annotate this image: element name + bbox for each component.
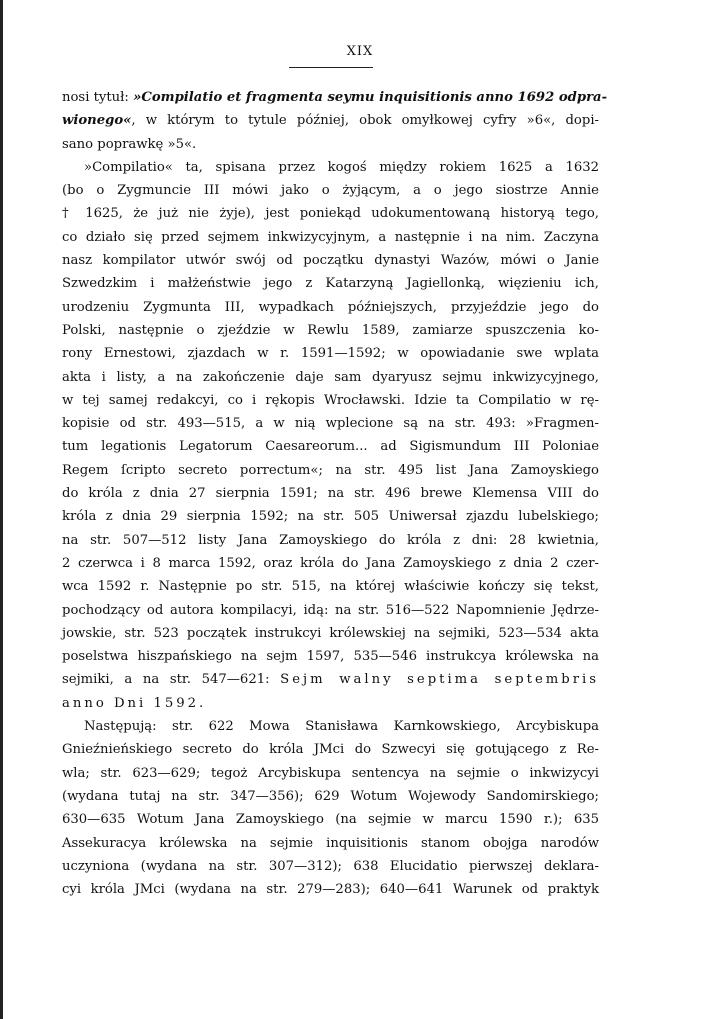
text-line bbox=[62, 808, 599, 831]
text-segment: rony Ernestowi, zjazdach w r. 1591—1592; w opowiadanie swe wplata bbox=[62, 346, 599, 362]
text-line bbox=[62, 832, 599, 855]
text-line bbox=[62, 319, 599, 342]
text-line bbox=[62, 552, 599, 575]
text-segment: nasz kompilator utwór swój od początku dynastyi Wazów, mówi o Janie bbox=[62, 253, 599, 269]
text-line bbox=[62, 133, 599, 156]
text-segment: Szwedzkim i małżeństwie jego z Katarzyną Jagiellonką, więzieniu ich, bbox=[62, 276, 599, 292]
text-line bbox=[62, 529, 599, 552]
text-line bbox=[62, 459, 599, 482]
text-line bbox=[62, 599, 599, 622]
text-segment: »Compilatio« ta, spisana przez kogoś między rokiem 1625 a 1632 bbox=[84, 159, 599, 175]
text-line bbox=[62, 179, 599, 202]
text-line bbox=[62, 575, 599, 598]
text-segment: w tej samej redakcyi, co i rękopis Wrocławski. Idzie ta Compilatio w rę- bbox=[62, 392, 599, 408]
text-segment: (wydana tutaj na str. 347—356); 629 Wotum Wojewody Sandomirskiego; bbox=[62, 788, 599, 804]
text-line bbox=[62, 366, 599, 389]
text-segment: 630—635 Wotum Jana Zamoyskiego (na sejmie w marcu 1590 r.); 635 bbox=[62, 812, 599, 828]
text-line bbox=[62, 342, 599, 365]
header-rule bbox=[289, 67, 373, 68]
text-line bbox=[62, 505, 599, 528]
text-line bbox=[62, 738, 599, 761]
text-segment: urodzeniu Zygmunta III, wypadkach późniejszych, przyjeździe jego do bbox=[62, 299, 599, 315]
text-segment: anno Dni 1592. bbox=[62, 695, 207, 711]
text-line bbox=[62, 86, 608, 109]
text-segment: Assekuracya królewska na sejmie inquisitionis stanom obojga narodów bbox=[62, 835, 599, 851]
text-line bbox=[62, 109, 599, 132]
text-line bbox=[62, 855, 599, 878]
text-segment: jowskie, str. 523 początek instrukcyi królewskiej na sejmiki, 523—534 akta bbox=[62, 625, 599, 641]
text-line bbox=[62, 692, 599, 715]
text-line bbox=[62, 249, 599, 272]
text-line bbox=[62, 389, 599, 412]
text-segment: Sejm walny septima septembris bbox=[280, 672, 599, 688]
text-line bbox=[62, 762, 599, 785]
text-line bbox=[62, 156, 599, 179]
text-segment: wla; str. 623—629; tegoż Arcybiskupa sentencya na sejmie o inkwizycyi bbox=[62, 765, 599, 781]
text-segment: do króla z dnia 27 sierpnia 1591; na str. 496 brewe Klemensa VIII do bbox=[62, 486, 599, 502]
text-segment: (bo o Zygmuncie III mówi jako o żyjącym, a o jego siostrze Annie bbox=[62, 183, 599, 199]
text-line bbox=[62, 226, 599, 249]
text-segment: cyi króla JMci (wydana na str. 279—283); 640—641 Warunek od praktyk bbox=[62, 882, 599, 898]
text-segment: wionego« bbox=[62, 113, 132, 129]
text-segment: króla z dnia 29 sierpnia 1592; na str. 505 Uniwersał zjazdu lubelskiego; bbox=[62, 509, 599, 525]
text-segment: sano poprawkę »5«. bbox=[62, 136, 197, 152]
text-line bbox=[62, 622, 599, 645]
scan-margin-edge bbox=[0, 0, 3, 1019]
text-line bbox=[62, 668, 599, 691]
text-segment: uczyniona (wydana na str. 307—312); 638 Elucidatio pierwszej deklara- bbox=[62, 858, 599, 874]
text-line bbox=[62, 482, 599, 505]
page-number: XIX bbox=[346, 44, 374, 59]
text-segment: pochodzący od autora kompilacyi, idą: na str. 516—522 Napomnienie Jędrze- bbox=[62, 602, 599, 618]
text-line bbox=[62, 296, 599, 319]
text-segment: wca 1592 r. Następnie po str. 515, na której właściwie kończy się tekst, bbox=[62, 579, 599, 595]
text-line bbox=[62, 785, 599, 808]
text-segment: na str. 507—512 listy Jana Zamoyskiego do króla z dni: 28 kwietnia, bbox=[62, 532, 599, 548]
text-segment: »Compilatio et fragmenta seymu inquisitionis anno 1692 odpra- bbox=[133, 90, 608, 105]
text-line bbox=[62, 645, 599, 668]
text-segment: nosi tytuł: bbox=[62, 90, 134, 105]
text-segment: co działo się przed sejmem inkwizycyjnym, a następnie i na nim. Zaczyna bbox=[62, 229, 599, 245]
text-line bbox=[62, 715, 599, 738]
text-line bbox=[62, 412, 599, 435]
text-segment: † 1625, że już nie żyje), jest poniekąd udokumentowaną historyą tego, bbox=[62, 206, 599, 222]
text-line bbox=[62, 202, 599, 225]
text-segment: Regem ſcripto secreto porrectum«; na str. 495 list Jana Zamoyskiego bbox=[62, 462, 599, 478]
text-segment: akta i listy, a na zakończenie daje sam dyaryusz sejmu inkwizycyjnego, bbox=[62, 369, 599, 385]
text-segment: sejmiki, a na str. 547—621: bbox=[62, 672, 281, 688]
body-text bbox=[62, 86, 608, 901]
text-segment: poselstwa hiszpańskiego na sejm 1597, 535—546 instrukcya królewska na bbox=[62, 649, 599, 665]
text-segment: Następują: str. 622 Mowa Stanisława Karnkowskiego, Arcybiskupa bbox=[84, 719, 599, 735]
text-segment: , w którym to tytule później, obok omyłkowej cyfry »6«, dopi- bbox=[131, 113, 599, 129]
text-segment: tum legationis Legatorum Caesareorum... ad Sigismundum III Poloniae bbox=[62, 439, 599, 455]
text-segment: Polski, następnie o zjeździe w Rewlu 1589, zamiarze spuszczenia ko- bbox=[62, 322, 599, 338]
text-line bbox=[62, 878, 599, 901]
text-segment: kopisie od str. 493—515, a w nią wplecione są na str. 493: »Fragmen- bbox=[62, 416, 599, 432]
text-segment: Gnieźnieńskiego secreto do króla JMci do Szwecyi się gotującego z Re- bbox=[62, 742, 599, 758]
text-line bbox=[62, 435, 599, 458]
text-segment: 2 czerwca i 8 marca 1592, oraz króla do Jana Zamoyskiego z dnia 2 czer- bbox=[62, 555, 599, 571]
text-line bbox=[62, 272, 599, 295]
